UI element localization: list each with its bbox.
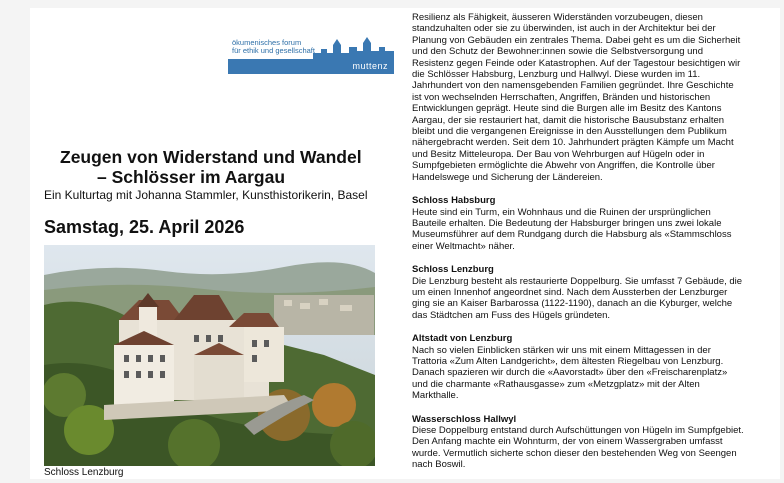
logo-line-2: für ethik und gesellschaft bbox=[232, 46, 315, 55]
section-text: Diese Doppelburg entstand durch Aufschüttungen von Hügeln im Sumpfgebiet. Den Anfang machte ein Wohnturm, der von einem Wassergraben umfasst wurde. Vermutlich sicherte schon dieser den bestehenden Weg von Seengen nach Boswil. bbox=[412, 425, 744, 471]
organisation-logo bbox=[228, 35, 394, 75]
event-date: Samstag, 25. April 2026 bbox=[44, 217, 245, 237]
section-habsburg bbox=[412, 195, 744, 252]
castle-photo bbox=[44, 245, 375, 466]
section-altstadt bbox=[412, 333, 744, 401]
flyer-page bbox=[30, 8, 780, 479]
section-hallwyl bbox=[412, 414, 744, 471]
logo-line-1: ökumenisches forum bbox=[232, 38, 302, 47]
intro-paragraph: Resilienz als Fähigkeit, äusseren Widerständen vorzubeugen, diesen standzuhalten oder sie zu überwinden, ist auch in der Architektur bei der Planung von Gebäuden ein zentrales Thema. Dabei geht es um die Sicherheit und den Schutz der Bewohner:innen sowie die Selbstversorgung und Resistenz gegen Feinde oder Katastrophen. Auf der Tagestour besichtigen wir die Schlösser Habsburg, Lenzburg und Hallwyl. Diese wurden im 11. Jahrhundert von den namensgebenden Familien gegründet. Ihre Geschichte ist von wechselnden Herrschaften, Angriffen, Bränden und historischen Entwicklungen geprägt. Heute sind die Burgen alle im Besitz des Kantons Aargau, der sie restauriert hat, damit die historische Bausubstanz erhalten bleibt und die vergangenen Ereignisse in den Ausstellungen dem Publikum nähergebracht werden. Seit dem 10. Jahrhundert prägten Kämpfe um Macht und Besitz Mitteleuropa. Der Bau von Wehrburgen auf Hügeln oder in Sumpfgebieten ermöglichte die Abwehr von Angriffen, die Kontrolle über Handelswege und Sicherung der Ländereien. bbox=[412, 12, 741, 183]
description-column bbox=[412, 12, 744, 483]
section-text: Die Lenzburg besteht als restaurierte Doppelburg. Sie umfasst 7 Gebäude, die um einen Innenhof angeordnet sind. Nach dem Aussterben der Lenzburger ging sie an Kaiser Barbarossa (1122-1190), danach an die Kyburger, welche das Städtchen am Fuss des Hügels gründeten. bbox=[412, 275, 743, 321]
section-lenzburg bbox=[412, 264, 744, 321]
page-title-line-1: Zeugen von Widerstand und Wandel bbox=[60, 147, 362, 167]
section-text: Nach so vielen Einblicken stärken wir uns mit einem Mittagessen in der Trattoria «Zum Alten Landgericht», dem ältesten Riegelbau von Lenzburg. Danach spazieren wir durch die «Aavorstadt» über den «Freischarenplatz» und die charmante «Rathausgasse» zum «Metzgplatz» mit der Alten Markthalle. bbox=[412, 344, 728, 402]
page-title-line-2: – Schlösser im Aargau bbox=[97, 167, 286, 187]
logo-text bbox=[232, 39, 315, 55]
section-heading: Schloss Lenzburg bbox=[412, 264, 494, 276]
section-heading: Altstadt von Lenzburg bbox=[412, 333, 513, 345]
section-heading: Schloss Habsburg bbox=[412, 195, 496, 207]
page-subtitle: Ein Kulturtag mit Johanna Stammler, Kunsthistorikerin, Basel bbox=[44, 188, 368, 202]
castle-illustration bbox=[44, 245, 375, 466]
section-text: Heute sind ein Turm, ein Wohnhaus und die Ruinen der ursprünglichen Bauteile erhalten. Die Bedeutung der Habsburger bringen uns zwei lokale Museumsführer auf dem Rundgang durch die Habsburg als «Stammschloss einer Weltmacht» näher. bbox=[412, 206, 732, 252]
logo-place: muttenz bbox=[352, 61, 388, 71]
section-heading: Wasserschloss Hallwyl bbox=[412, 413, 517, 425]
photo-caption: Schloss Lenzburg bbox=[44, 467, 124, 478]
church-skyline-icon bbox=[313, 35, 394, 61]
